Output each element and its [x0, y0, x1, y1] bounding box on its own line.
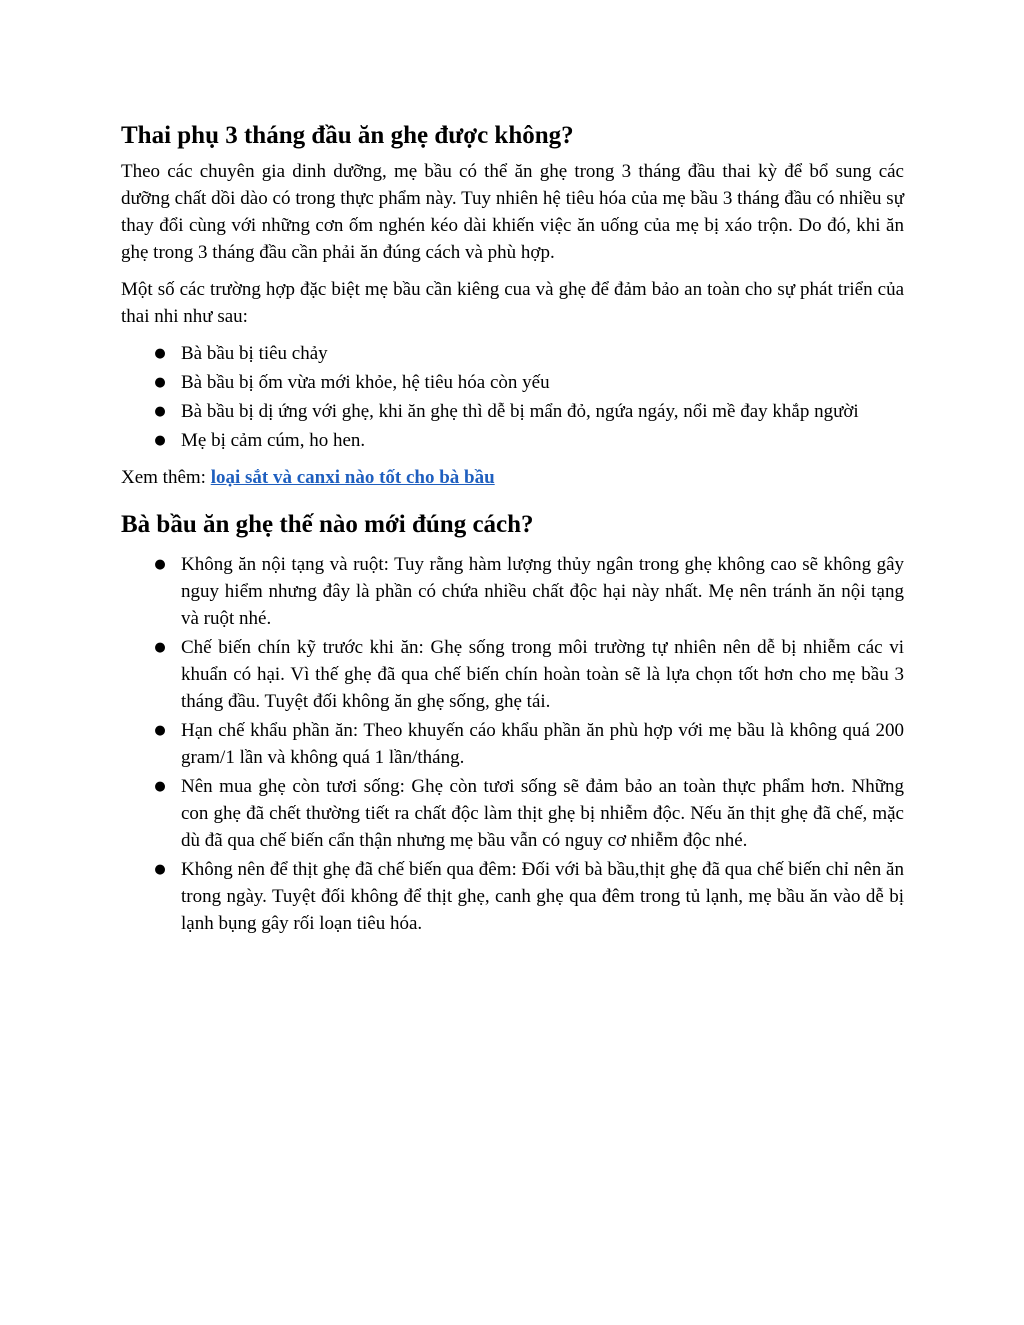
bullet-icon: ●: [154, 862, 166, 877]
section1-heading: Thai phụ 3 tháng đầu ăn ghẹ được không?: [121, 122, 574, 149]
bullet-icon: ●: [154, 346, 166, 361]
bullet-icon: ●: [154, 640, 166, 655]
list-item-text: Mẹ bị cảm cúm, ho hen.: [181, 430, 366, 451]
list-item: [121, 551, 904, 632]
list-item: [121, 427, 904, 454]
guideline-list: [121, 551, 904, 937]
bullet-icon: ●: [154, 404, 166, 419]
bullet-icon: ●: [154, 557, 166, 572]
list-item: [121, 634, 904, 715]
see-more-link[interactable]: loại sắt và canxi nào tốt cho bà bầu: [210, 467, 495, 488]
list-item: [121, 340, 904, 367]
list-item: [121, 773, 904, 854]
list-item-text: Chế biến chín kỹ trước khi ăn: Ghẹ sống trong môi trường tự nhiên nên dễ bị nhiễm các vi khuẩn có hại. Vì thế ghẹ đã qua chế biến chín hoàn toàn sẽ là lựa chọn tốt hơn cho mẹ bầu 3 tháng đầu. Tuyệt đối không ăn ghẹ sống, ghẹ tái.: [181, 637, 904, 712]
list-item-text: Không nên để thịt ghẹ đã chế biến qua đêm: Đối với bà bầu,thịt ghẹ đã qua chế biến chỉ nên ăn trong ngày. Tuyệt đối không để thịt ghẹ, canh ghẹ qua đêm trong tủ lạnh, mẹ bầu ăn vào dễ bị lạnh bụng gây rối loạn tiêu hóa.: [181, 859, 904, 934]
bullet-icon: ●: [154, 723, 166, 738]
bullet-icon: ●: [154, 375, 166, 390]
document-page: [121, 112, 904, 939]
list-item-text: Hạn chế khẩu phần ăn: Theo khuyến cáo khẩu phần ăn phù hợp với mẹ bầu là không quá 200 gram/1 lần và không quá 1 lần/tháng.: [181, 720, 904, 768]
list-item-text: Bà bầu bị dị ứng với ghẹ, khi ăn ghẹ thì dễ bị mẩn đỏ, ngứa ngáy, nổi mề đay khắp người: [181, 401, 859, 422]
list-item-text: Bà bầu bị ốm vừa mới khỏe, hệ tiêu hóa còn yếu: [181, 372, 550, 393]
list-item-text: Bà bầu bị tiêu chảy: [181, 343, 328, 364]
list-item-text: Không ăn nội tạng và ruột: Tuy rằng hàm lượng thủy ngân trong ghẹ không cao sẽ không gây nguy hiểm nhưng đây là phần có chứa nhiều chất độc hại này nhất. Mẹ nên tránh ăn nội tạng và ruột nhé.: [181, 554, 904, 629]
section1-paragraph-1: Theo các chuyên gia dinh dưỡng, mẹ bầu có thể ăn ghẹ trong 3 tháng đầu thai kỳ để bổ sung các dưỡng chất dồi dào có trong thực phẩm này. Tuy nhiên hệ tiêu hóa của mẹ bầu 3 tháng đầu có nhiều sự thay đổi cùng với những cơn ốm nghén kéo dài khiến việc ăn uống của mẹ bị xáo trộn. Do đó, khi ăn ghẹ trong 3 tháng đầu cần phải ăn đúng cách và phù hợp.: [121, 161, 904, 263]
list-item: [121, 717, 904, 771]
bullet-icon: ●: [154, 779, 166, 794]
section2-heading: Bà bầu ăn ghẹ thế nào mới đúng cách?: [121, 511, 534, 538]
section1-paragraph-2: Một số các trường hợp đặc biệt mẹ bầu cần kiêng cua và ghẹ để đảm bảo an toàn cho sự phát triển của thai nhi như sau:: [121, 279, 904, 327]
contraindication-list: [121, 340, 904, 454]
list-item: [121, 398, 904, 425]
bullet-icon: ●: [154, 433, 166, 448]
list-item: [121, 369, 904, 396]
list-item-text: Nên mua ghẹ còn tươi sống: Ghẹ còn tươi sống sẽ đảm bảo an toàn thực phẩm hơn. Những con ghẹ đã chết thường tiết ra chất độc làm thịt ghẹ bị nhiễm độc. Nếu ăn thịt ghẹ đã chế, mặc dù đã qua chế biến cẩn thận nhưng mẹ bầu vẫn có nguy cơ nhiễm độc nhé.: [181, 776, 904, 851]
see-more-line: [121, 464, 904, 491]
see-more-label: Xem thêm:: [121, 467, 211, 488]
list-item: [121, 856, 904, 937]
